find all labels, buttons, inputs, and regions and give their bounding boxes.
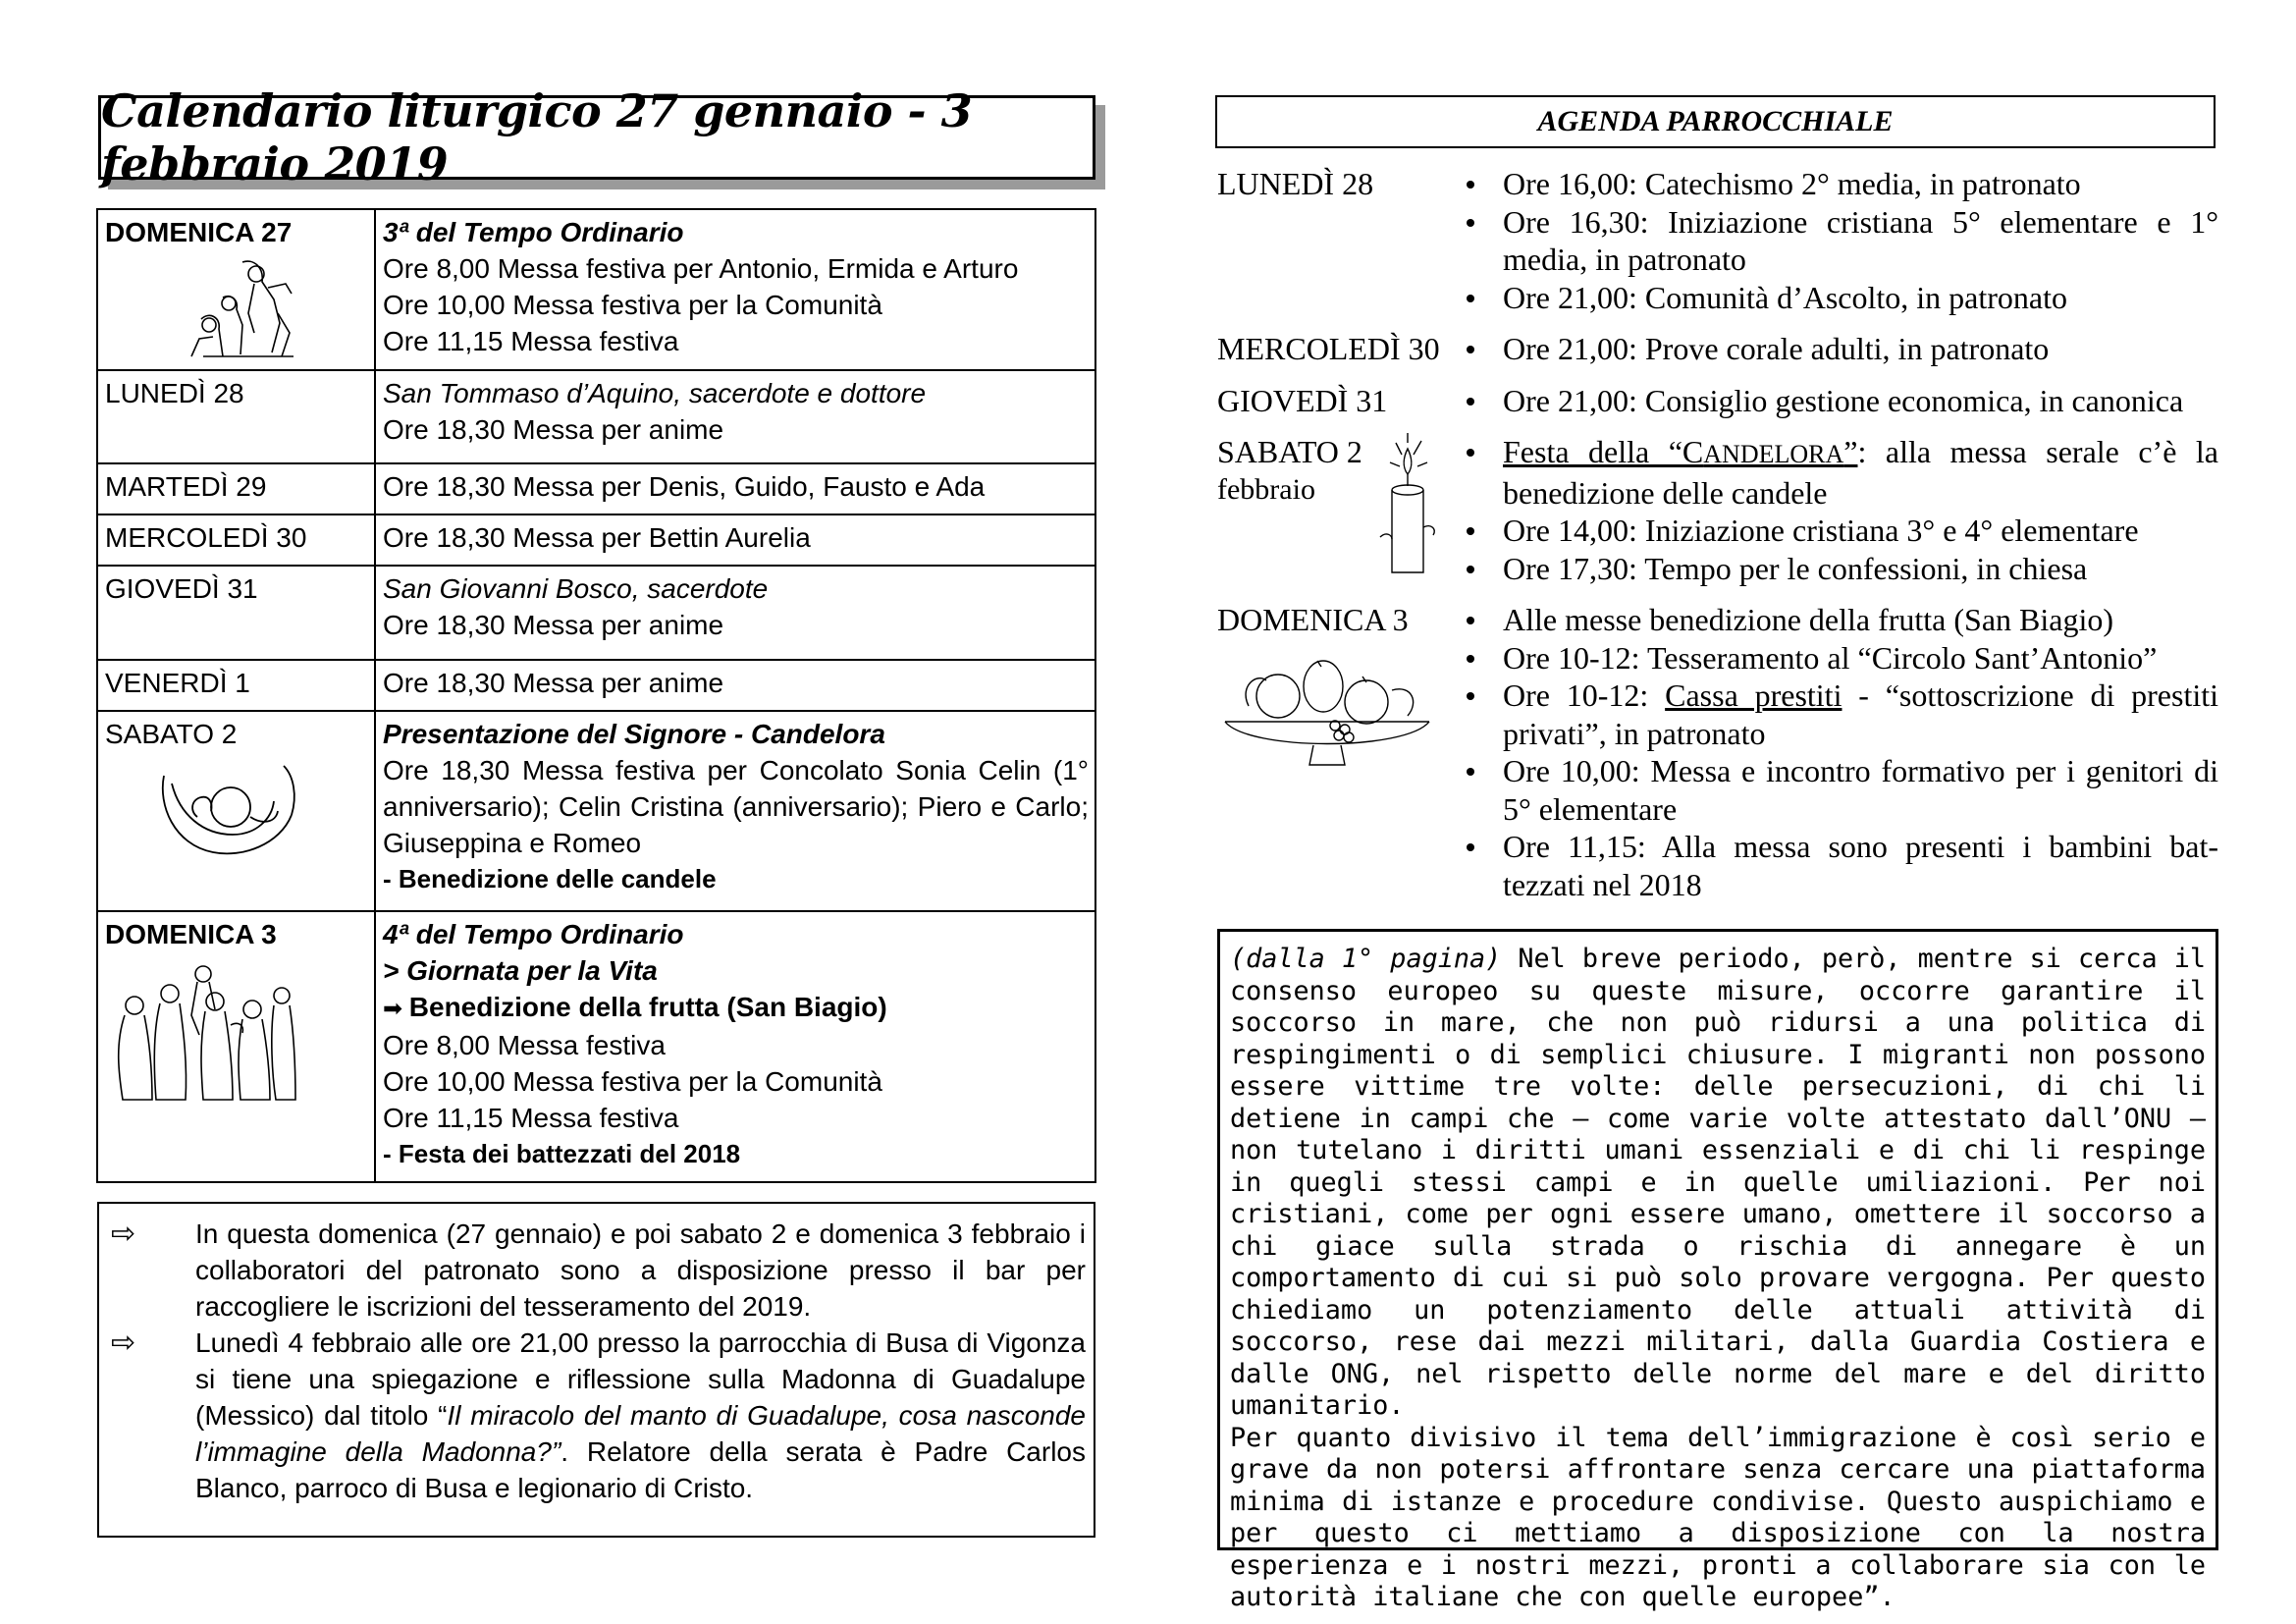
- agenda-item: Ore 21,00: Prove corale adulti, in patronato: [1450, 330, 2218, 368]
- agenda-item: Ore 11,15: Alla messa sono presenti i bambini bat-tezzati nel 2018: [1450, 828, 2218, 903]
- hollow-arrow-icon: ⇨: [111, 1326, 136, 1359]
- mass-line: Ore 11,15 Messa festiva: [383, 1103, 679, 1133]
- calendar-row-giovedi-31: [97, 566, 1095, 660]
- hollow-arrow-icon: ⇨: [111, 1218, 136, 1250]
- mass-line: Ore 11,15 Messa festiva: [383, 326, 679, 356]
- agenda-item-candelora: Festa della “CANDELORA”: alla messa serale c’è la benedizione delle candele: [1450, 433, 2218, 512]
- liturgical-title: 4ª del Tempo Ordinario: [383, 919, 684, 949]
- calendar-row-lunedi-28: [97, 370, 1095, 463]
- mass-line: Ore 18,30 Messa festiva per Concolato Sonia Celin (1° anniversario); Celin Cristina (anniversario); Piero e Carlo; Giuseppina e Romeo: [383, 755, 1089, 858]
- article-paragraph: (dalla 1° pagina) Nel breve periodo, però, mentre si cerca il consenso europeo su queste misure, occorre garantire il soccorso in mare, che non può ridursi a una politica di respingimenti o di semplici chiusure. I migranti non possono essere vittime tre volte: delle persecuzioni, di chi li detiene in campi che – come varie volte attestato dall’ONU – non tutelano i diritti umani essenziali e di chi li respinge in quegli stessi campi e in quelle umiliazioni. Per noi cristiani, come per ogni essere umano, omettere il soccorso a chi giace sulla strada o rischia di annegare è un comportamento di cui si può solo provare vergogna. Per questo chiediamo un potenziamento delle attuali attività di soccorso, rese dai mezzi militari, dalla Guardia Costiera e dalle ONG, nel rispetto delle norme del mare e del diritto umanitario.: [1230, 944, 2207, 1421]
- agenda-header: [1215, 95, 2216, 148]
- calendar-day-label: VENERDÌ 1: [105, 668, 250, 698]
- agenda-item: Ore 14,00: Iniziazione cristiana 3° e 4° elementare: [1450, 512, 2218, 550]
- calendar-day-cell: [97, 660, 375, 711]
- announcement-item: [107, 1325, 1086, 1506]
- agenda-row-sabato-2: [1217, 433, 2218, 587]
- calendar-events-cell: [375, 711, 1095, 911]
- calendar-day-cell: [97, 711, 375, 911]
- agenda-row-domenica-3: [1217, 601, 2218, 903]
- agenda-row-giovedi-31: [1217, 382, 2218, 420]
- mass-line: Ore 8,00 Messa festiva per Antonio, Ermida e Arturo: [383, 253, 1019, 284]
- article-paragraph: Per quanto divisivo il tema dell’immigrazione è così serio e grave da non potersi affrontare senza cercare una piattaforma minima di istanze e procedure condivise. Questo auspichiamo e per questo ci mettiamo a disposizione con la nostra esperienza e i nostri mezzi, pronti a collaborare sia con le autorità italiane che con quelle europee”.: [1230, 1422, 2206, 1612]
- mass-line: Ore 18,30 Messa per Denis, Guido, Fausto e Ada: [383, 471, 986, 502]
- saint-title: San Giovanni Bosco, sacerdote: [383, 573, 769, 604]
- calendar-day-label: DOMENICA 27: [105, 217, 293, 247]
- calendar-row-domenica-3: [97, 911, 1095, 1182]
- agenda-item: Ore 21,00: Comunità d’Ascolto, in patronato: [1450, 279, 2218, 317]
- calendar-events-cell: [375, 209, 1095, 370]
- announcement-item: [107, 1216, 1086, 1325]
- agenda-day-label: LUNEDÌ 28: [1217, 166, 1374, 201]
- continued-from-label: (dalla 1° pagina): [1230, 944, 1502, 974]
- mass-line: Ore 8,00 Messa festiva: [383, 1030, 666, 1060]
- calendar-day-label: MARTEDÌ 29: [105, 471, 267, 502]
- agenda-day-cell: [1217, 601, 1450, 903]
- agenda-items: [1450, 165, 2218, 316]
- announcements-box: [97, 1202, 1095, 1538]
- liturgical-title: Presentazione del Signore - Candelora: [383, 719, 885, 749]
- agenda-title: AGENDA PARROCCHIALE: [1537, 105, 1894, 137]
- calendar-day-cell: [97, 209, 375, 370]
- hands-baby-drawing-icon: [154, 756, 301, 864]
- calendar-events-cell: [375, 911, 1095, 1182]
- agenda-items: [1450, 382, 2218, 420]
- agenda-item: Ore 16,30: Iniziazione cristiana 5° elementare e 1° media, in patronato: [1450, 203, 2218, 279]
- arrow-right-icon: ➡: [383, 996, 409, 1022]
- calendar-row-domenica-27: [97, 209, 1095, 370]
- calendar-title-box: [98, 84, 1095, 190]
- announcement-text: In questa domenica (27 gennaio) e poi sabato 2 e domenica 3 febbraio i collaboratori del patronato sono a disposizione presso il bar per raccogliere le iscrizioni del tesseramento del 2019.: [195, 1218, 1086, 1322]
- calendar-day-cell: [97, 463, 375, 514]
- cassa-prestiti-link-text: Cassa prestiti: [1665, 677, 1842, 713]
- agenda-items: [1450, 330, 2218, 368]
- calendar-day-cell: [97, 911, 375, 1182]
- mass-line: Ore 18,30 Messa per anime: [383, 668, 724, 698]
- agenda-item: Ore 21,00: Consiglio gestione economica, in canonica: [1450, 382, 2218, 420]
- calendar-day-cell: [97, 566, 375, 660]
- continued-article-box: [1217, 929, 2218, 1612]
- parish-agenda: [1217, 165, 2218, 917]
- calendar-day-label: DOMENICA 3: [105, 919, 277, 949]
- calendar-day-cell: [97, 370, 375, 463]
- agenda-day-label: GIOVEDÌ 31: [1217, 382, 1388, 418]
- mass-line: Ore 10,00 Messa festiva per la Comunità: [383, 290, 882, 320]
- mass-line: Ore 18,30 Messa per Bettin Aurelia: [383, 522, 811, 553]
- blessing-fruit-line: ➡ Benedizione della frutta (San Biagio): [383, 992, 887, 1022]
- baptized-feast-line: - Festa dei battezzati del 2018: [383, 1139, 741, 1168]
- calendar-day-label: GIOVEDÌ 31: [105, 573, 258, 604]
- agenda-row-lunedi-28: [1217, 165, 2218, 316]
- calendar-row-venerdi-1: [97, 660, 1095, 711]
- agenda-item: Alle messe benedizione della frutta (San Biagio): [1450, 601, 2218, 639]
- mass-line: Ore 18,30 Messa per anime: [383, 610, 724, 640]
- agenda-items: [1450, 601, 2218, 903]
- agenda-day-cell: [1217, 433, 1450, 587]
- calendar-events-cell: [375, 566, 1095, 660]
- calendar-day-label: SABATO 2: [105, 719, 238, 749]
- calendar-row-mercoledi-30: [97, 514, 1095, 566]
- calendar-events-cell: [375, 370, 1095, 463]
- agenda-item: Ore 10,00: Messa e incontro formativo per i genitori di 5° elementare: [1450, 752, 2218, 828]
- agenda-day-label: MERCOLEDÌ 30: [1217, 331, 1440, 366]
- agenda-day-label: DOMENICA 3: [1217, 602, 1409, 637]
- liturgical-calendar-table: [96, 208, 1096, 1183]
- crowd-drawing-icon: [113, 956, 299, 1104]
- calendar-title: Calendario liturgico 27 gennaio - 3 febbraio 2019: [101, 84, 973, 190]
- candelora-feast-link-text: Festa della “CANDELORA”: [1503, 434, 1858, 469]
- calendar-row-martedi-29: [97, 463, 1095, 514]
- agenda-items: [1450, 433, 2218, 587]
- people-drawing-icon: [184, 254, 301, 360]
- mass-line: Ore 10,00 Messa festiva per la Comunità: [383, 1066, 882, 1097]
- agenda-row-mercoledi-30: [1217, 330, 2218, 368]
- blessing-line: - Benedizione delle candele: [383, 864, 717, 893]
- calendar-events-cell: [375, 660, 1095, 711]
- mass-line: Ore 18,30 Messa per anime: [383, 414, 724, 445]
- liturgical-title: 3ª del Tempo Ordinario: [383, 217, 684, 247]
- calendar-day-cell: [97, 514, 375, 566]
- calendar-day-label: MERCOLEDÌ 30: [105, 522, 307, 553]
- agenda-item: Ore 10-12: Tesseramento al “Circolo Sant’Antonio”: [1450, 639, 2218, 677]
- candle-drawing-icon: [1372, 429, 1441, 576]
- calendar-events-cell: [375, 463, 1095, 514]
- agenda-day-sublabel: febbraio: [1217, 472, 1315, 506]
- calendar-events-cell: [375, 514, 1095, 566]
- agenda-item: Ore 16,00: Catechismo 2° media, in patronato: [1450, 165, 2218, 203]
- giornata-line: > Giornata per la Vita: [383, 955, 658, 986]
- agenda-item-cassa-prestiti: Ore 10-12: Cassa prestiti - “sottoscrizione di prestiti privati”, in patronato: [1450, 677, 2218, 752]
- agenda-day-label: SABATO 2: [1217, 434, 1362, 469]
- calendar-row-sabato-2: [97, 711, 1095, 911]
- fruit-bowl-drawing-icon: [1219, 647, 1435, 775]
- saint-title: San Tommaso d’Aquino, sacerdote e dottore: [383, 378, 927, 408]
- calendar-day-label: LUNEDÌ 28: [105, 378, 244, 408]
- announcement-text: Lunedì 4 febbraio alle ore 21,00 presso la parrocchia di Busa di Vigonza si tiene una spiegazione e riflessione sulla Madonna di Guadalupe (Messico) dal titolo “Il miracolo del manto di Guadalupe, cosa nasconde l’immagine della Madonna?”. Relatore della serata è Padre Carlos Blanco, parroco di Busa e legionario di Cristo.: [195, 1327, 1087, 1503]
- agenda-item: Ore 17,30: Tempo per le confessioni, in chiesa: [1450, 550, 2218, 588]
